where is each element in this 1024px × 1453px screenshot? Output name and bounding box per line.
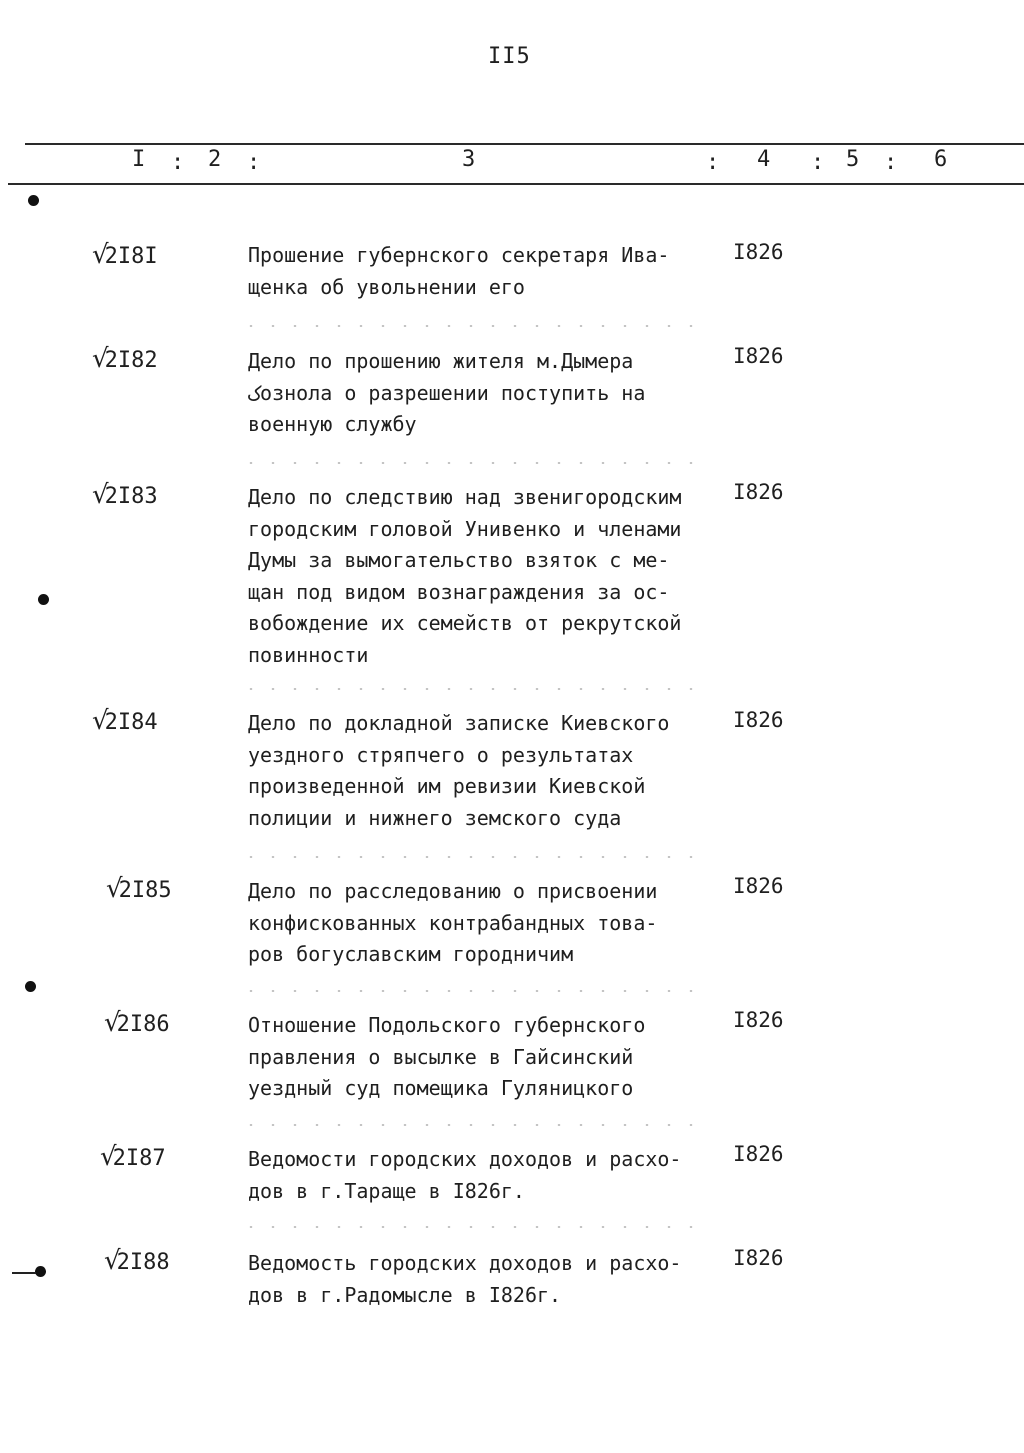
divider-dots	[240, 1124, 710, 1126]
divider-dots	[240, 990, 710, 992]
entry-year: I826	[733, 1142, 784, 1166]
entry-number	[92, 344, 158, 374]
entry-year: I826	[733, 1246, 784, 1270]
description-line: ров богуславским городничим	[248, 942, 574, 966]
description-line: конфискованных контрабандных това-	[248, 910, 658, 935]
entry-year: I826	[733, 344, 784, 368]
punch-hole-mark	[35, 1266, 46, 1277]
entry-number-text: 2I83	[104, 484, 158, 509]
description-line: Ведомости городских доходов и расхо-	[248, 1147, 682, 1171]
entry-description	[248, 1144, 718, 1207]
checkmark-icon: √	[104, 1246, 121, 1276]
entry-description	[248, 482, 718, 671]
header-separator: :	[706, 150, 720, 175]
entry-description	[248, 1010, 718, 1105]
description-line: правления о высылке в Гайсинский	[248, 1044, 634, 1069]
entry-year: I826	[733, 874, 784, 898]
entry-year: I826	[733, 240, 784, 264]
entry-number	[104, 1008, 170, 1038]
entry-number-text: 2I85	[118, 878, 172, 903]
header-rule-top	[25, 143, 1024, 145]
description-line: полиции и нижнего земского суда	[248, 805, 622, 830]
description-line: Отношение Подольского губернского	[248, 1013, 646, 1037]
description-line: уездного стряпчего о результатах	[248, 742, 634, 767]
description-line: کознола о разрешении поступить на	[248, 380, 646, 405]
description-line: городским головой Унивенко и членами	[248, 516, 682, 541]
header-col-5: 5	[846, 147, 860, 172]
entry-number-text: 2I84	[104, 710, 158, 735]
checkmark-icon: √	[92, 480, 109, 510]
checkmark-icon: √	[92, 240, 109, 270]
header-separator: :	[171, 150, 185, 175]
entry-description	[248, 876, 718, 971]
entry-number	[92, 706, 158, 736]
entry-number-text: 2I82	[104, 348, 158, 373]
checkmark-icon: √	[100, 1142, 117, 1172]
checkmark-icon: √	[92, 706, 109, 736]
header-separator: :	[811, 150, 825, 175]
header-col-2: 2	[208, 147, 222, 172]
description-line: Прошение губернского секретаря Ива-	[248, 243, 670, 267]
description-line: Дело по расследованию о присвоении	[248, 879, 658, 903]
description-line: дов в г.Тараще в I826г.	[248, 1178, 525, 1203]
description-line: военную службу	[248, 412, 417, 436]
entry-number	[92, 480, 158, 510]
checkmark-icon: √	[92, 344, 109, 374]
header-col-4: 4	[757, 147, 771, 172]
description-line: уездный суд помещика Гуляницкого	[248, 1076, 634, 1100]
entry-number	[100, 1142, 166, 1172]
entry-description	[248, 1248, 718, 1311]
entry-number-text: 2I8I	[104, 244, 158, 269]
header-separator: :	[884, 150, 898, 175]
entry-number-text: 2I86	[116, 1012, 170, 1037]
stray-pen-mark	[12, 1272, 36, 1274]
divider-dots	[240, 462, 710, 464]
header-rule-bottom	[8, 183, 1024, 185]
entry-number	[106, 874, 172, 904]
divider-dots	[240, 856, 710, 858]
entry-year: I826	[733, 1008, 784, 1032]
page-number: II5	[488, 44, 531, 69]
description-line: Дело по прошению жителя м.Дымера	[248, 349, 634, 373]
divider-dots	[240, 325, 710, 327]
description-line: щенка об увольнении его	[248, 274, 525, 299]
entry-number-text: 2I88	[116, 1250, 170, 1275]
entry-year: I826	[733, 480, 784, 504]
description-line: щан под видом вознаграждения за ос-	[248, 579, 670, 604]
description-line: Думы за вымогательство взяток с ме-	[248, 548, 670, 572]
entry-number	[104, 1246, 170, 1276]
entry-number-text: 2I87	[112, 1146, 166, 1171]
punch-hole-mark	[28, 195, 39, 206]
divider-dots	[240, 688, 710, 690]
punch-hole-mark	[38, 594, 49, 605]
punch-hole-mark	[25, 981, 36, 992]
description-line: Дело по следствию над звенигородским	[248, 485, 682, 509]
description-line: повинности	[248, 642, 369, 667]
description-line: вобождение их семейств от рекрутской	[248, 611, 682, 635]
divider-dots	[240, 1226, 710, 1228]
entry-description	[248, 346, 718, 441]
description-line: дов в г.Радомысле в I826г.	[248, 1282, 562, 1307]
description-line: произведенной им ревизии Киевской	[248, 774, 646, 798]
description-line: Ведомость городских доходов и расхо-	[248, 1251, 682, 1275]
entry-year: I826	[733, 708, 784, 732]
header-col-1: I	[132, 147, 146, 172]
checkmark-icon: √	[106, 874, 123, 904]
header-col-3: 3	[462, 147, 476, 172]
entry-description	[248, 240, 718, 303]
entry-number	[92, 240, 158, 270]
header-col-6: 6	[934, 147, 948, 172]
header-separator: :	[247, 150, 261, 175]
entry-description	[248, 708, 718, 834]
description-line: Дело по докладной записке Киевского	[248, 711, 670, 735]
checkmark-icon: √	[104, 1008, 121, 1038]
